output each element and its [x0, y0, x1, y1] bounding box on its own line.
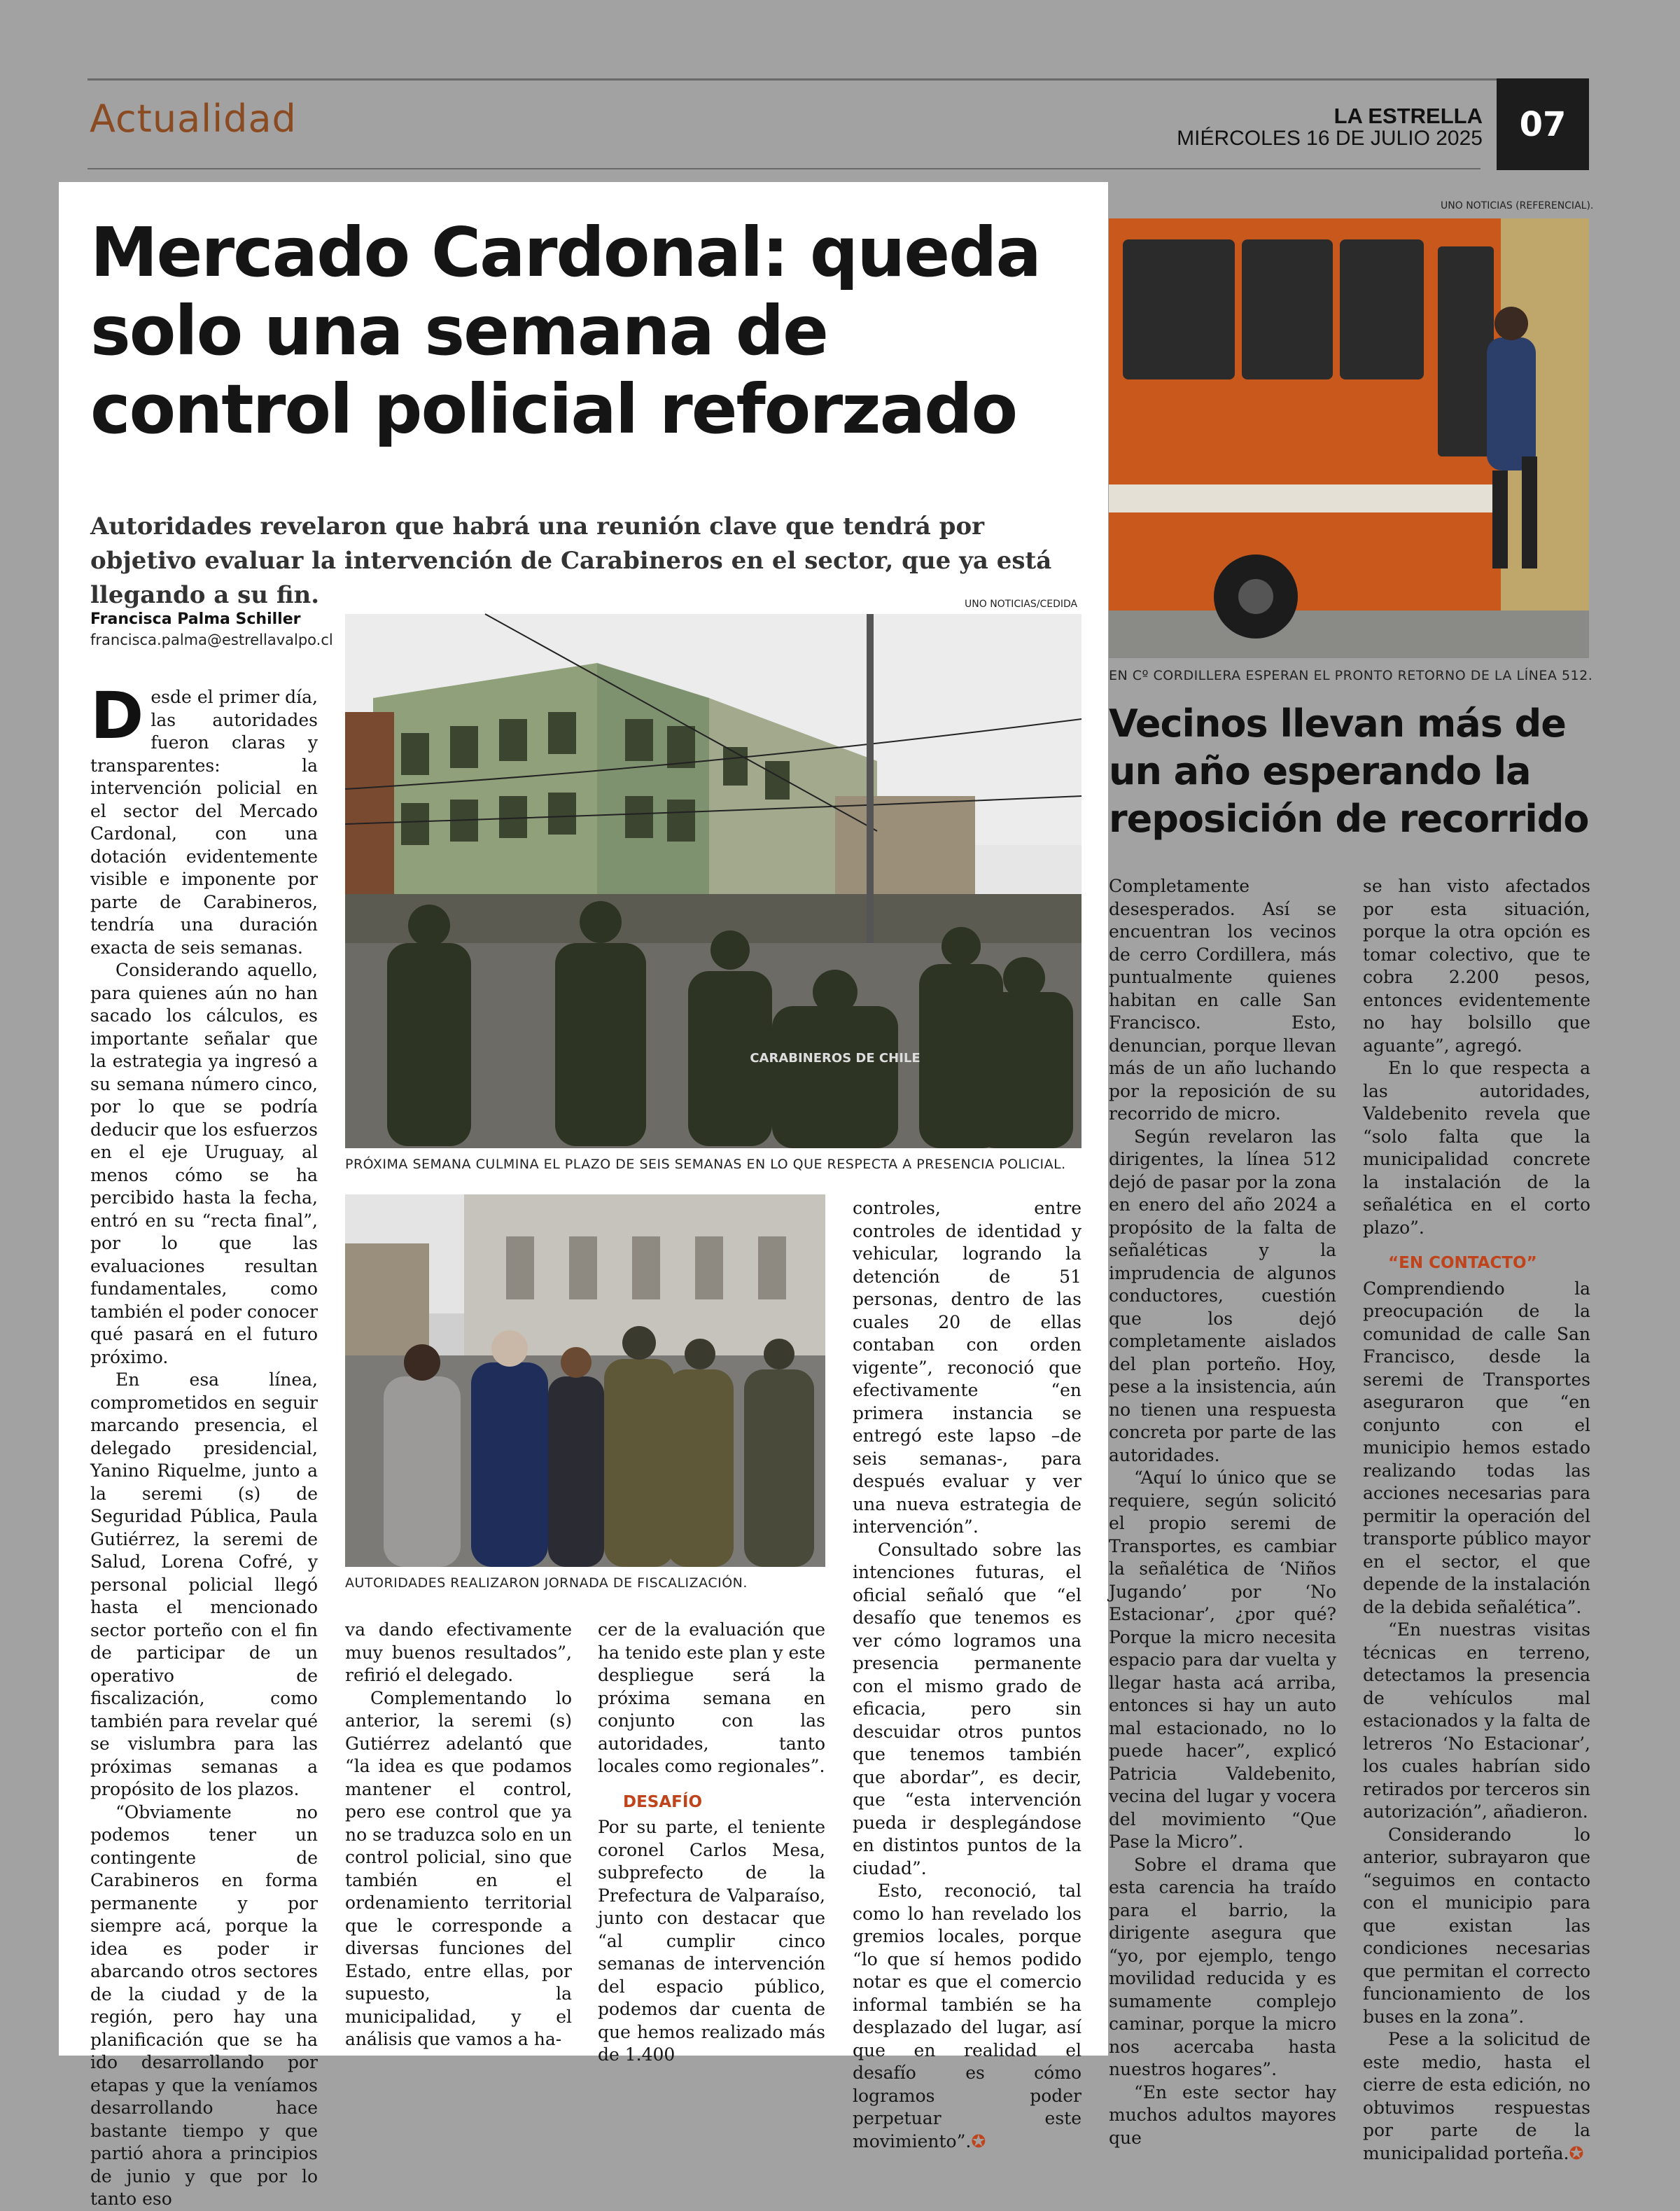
authorities-photo: [345, 1194, 825, 1567]
article-paragraph: En esa línea, comprometidos en seguir marcando presencia, el delegado presidencial, Yanino Riquelme, junto a la seremi (s) de Seguridad Pública, Paula Gutiérrez, la seremi de Salud, Lorena Cofré, y personal policial llegó hasta el mencionado sector porteño con el fin de participar de un operativo de fiscalización, como también para revelar qué se vislumbra para las próximas semanas a propósito de los plazos.: [90, 1369, 318, 1799]
side-column-1: [1109, 875, 1336, 2149]
end-mark-icon: ✪: [971, 2130, 986, 2151]
byline-author: Francisca Palma Schiller: [90, 611, 301, 628]
article-paragraph: “Obviamente no podemos tener un contingente de Carabineros en forma permanente y por siempre acá, porque la idea es poder ir abarcando otros sectores de la ciudad y de la región, pero hay una planificación que se ha ido desarrollando por etapas y que la veníamos desarrollando hace bastante tiempo y que partió ahora a principios de junio y que por lo tanto eso: [90, 1801, 318, 2209]
drop-cap: D: [90, 678, 144, 753]
side-paragraph: Pese a la solicitud de este medio, hasta el cierre de esta edición, no obtuvimos respuestas por parte de la municipalidad porteña.✪: [1363, 2029, 1590, 2163]
article-paragraph: Esto, reconoció, tal como lo han revelado los gremios locales, porque “lo que sí hemos podido notar es que el comercio informal también se ha desplazado del lugar, así que en realidad el desafío es cómo logramos poder perpetuar este movimiento”.✪: [853, 1881, 1082, 2151]
side-paragraph: Comprendiendo la preocupación de la comunidad de calle San Francisco, desde la seremi de Transportes aseguraron que “en conjunto con el municipio hemos estado realizando todas las acciones necesarias para permitir la operación del transporte público mayor en el sector, el que depende de la instalación de la debida señalética”.: [1363, 1278, 1590, 1617]
article-column-3: [598, 1619, 825, 2067]
side-paragraph: Sobre el drama que esta carencia ha traído para el barrio, la dirigente asegura que “yo, por ejemplo, tengo movilidad reducida y es sumamente complejo caminar, porque la micro nos acercaba hasta nuestros hogares”.: [1109, 1854, 1336, 2079]
article-paragraph: Considerando aquello, para quienes aún no han sacado los cálculos, es importante señalar que la estrategia ya ingresó a su semana número cinco, por lo que se podría deducir que los esfuerzos en el eje Uruguay, al menos cómo se ha percibido hasta la fecha, entró en su “recta final”, por lo que las evaluaciones resultan fundamentales, como también el poder conocer qué pasará en el futuro próximo.: [90, 960, 318, 1367]
header-top-rule: [88, 78, 1589, 81]
article-subhead: Autoridades revelaron que habrá una reunión clave que tendrá por objetivo evaluar la intervención de Carabineros en el sector, que ya está llegando a su fin.: [90, 512, 1052, 609]
bus-photo: [1109, 218, 1589, 658]
side-paragraph: “En este sector hay muchos adultos mayores que: [1109, 2081, 1336, 2148]
side-paragraph: Según revelaron las dirigentes, la línea 512 dejó de pasar por la zona en enero del año 2024 a propósito de la falta de señaléticas y la imprudencia de algunos conductores, cuestión que los dejó completamente aislados del plan porteño. Hoy, pese a la insistencia, aún no tienen una respuesta concreta por parte de las autoridades.: [1109, 1126, 1336, 1465]
side-photo-credit: UNO NOTICIAS (REFERENCIAL).: [1441, 200, 1594, 211]
side-column-2: [1363, 875, 1590, 2165]
side-kicker: “EN CONTACTO”: [1388, 1254, 1537, 1272]
article-paragraph: Consultado sobre las intenciones futuras, el oficial señaló que “el desafío que tenemos es ver cómo logramos una presencia permanente con el mismo grado de eficacia, pero sin descuidar otros puntos que tenemos también que abordar”, es decir, que “esta intervención pueda ir desplegándose en distintos puntos de la ciudad”.: [853, 1539, 1082, 1878]
side-headline: Vecinos llevan más de un año esperando la reposición de recorrido: [1109, 702, 1589, 841]
photo-credit: UNO NOTICIAS/CEDIDA: [965, 599, 1078, 610]
byline-email: francisca.palma@estrellavalpo.cl: [90, 632, 333, 648]
side-paragraph: Considerando lo anterior, subrayaron que “seguimos en contacto con el municipio para que existan las condiciones necesarias que permitan el correcto funcionamiento de los buses en la zona”.: [1363, 1824, 1590, 2027]
article-column-1: [90, 678, 318, 2211]
article-lead-paragraph: Desde el primer día, las autoridades fueron claras y transparentes: la intervención policial en el sector del Mercado Cardonal, con una dotación evidentemente visible e imponente por parte de Carabineros, tendría una duración exacta de seis semanas.: [90, 678, 318, 958]
photo1-caption: PRÓXIMA SEMANA CULMINA EL PLAZO DE SEIS SEMANAS EN LO QUE RESPECTA A PRESENCIA POLICIAL.: [345, 1157, 1066, 1172]
article-column-2: [345, 1619, 572, 2051]
paper-name: LA ESTRELLA: [1334, 104, 1483, 128]
article-paragraph: cer de la evaluación que ha tenido este plan y este despliegue será la próxima semana en conjunto con las autoridades, tanto locales como regionales”.: [598, 1619, 825, 1776]
side-paragraph: “Aquí lo único que se requiere, según solicitó el propio seremi de Transportes, es cambiar la señalética de ‘Niños Jugando’ por ‘No Estacionar’, ¿por qué? Porque la micro necesita espacio para dar vuelta y llegar hasta acá arriba, entonces si hay un auto mal estacionado, no lo puede hacer”, explicó Patricia Valdebenito, vecina del lugar y vocera del movimiento “Que Pase la Micro”.: [1109, 1467, 1336, 1852]
side-paragraph: En lo que respecta a las autoridades, Valdebenito revela que “solo falta que la municipalidad concrete la instalación de la señalética en el corto plazo”.: [1363, 1058, 1590, 1238]
article-paragraph: Complementando lo anterior, la seremi (s) Gutiérrez adelantó que “la idea es que podamos mantener el control, pero ese control que ya no se traduzca solo en un control policial, sino que también en el ordenamiento territorial que le corresponde a diversas funciones del Estado, entre ellas, por supuesto, la municipalidad, y el análisis que vamos a ha-: [345, 1687, 572, 2049]
masthead: [1177, 105, 1483, 150]
article-paragraph: Por su parte, el teniente coronel Carlos Mesa, subprefecto de la Prefectura de Valparaíso, junto con destacar que “al cumplir cinco semanas de intervención del espacio público, podemos dar cuenta de que hemos realizado más de 1.400: [598, 1817, 825, 2065]
side-photo-caption: EN Cº CORDILLERA ESPERAN EL PRONTO RETORNO DE LA LÍNEA 512.: [1109, 668, 1593, 683]
section-name: Actualidad: [90, 97, 297, 141]
side-paragraph: Completamente desesperados. Así se encuentran los vecinos de cerro Cordillera, más puntualmente quienes habitan en calle San Francisco. Esto, denuncian, porque llevan más de un año luchando por la reposición de su recorrido de micro.: [1109, 876, 1336, 1124]
vest-text: CARABINEROS DE CHILE: [750, 1051, 920, 1066]
photo2-caption: AUTORIDADES REALIZARON JORNADA DE FISCALIZACIÓN.: [345, 1575, 748, 1591]
section-kicker: DESAFÍO: [623, 1792, 702, 1811]
page-number: 07: [1497, 78, 1589, 170]
end-mark-icon: ✪: [1569, 2142, 1584, 2163]
side-paragraph: “En nuestras visitas técnicas en terreno, detectamos la presencia de vehículos mal estacionados y la falta de letreros ‘No Estacionar’, los cuales habrían sido retirados por terceros sin autorización”, añadieron.: [1363, 1619, 1590, 1822]
article-paragraph: controles, entre controles de identidad y vehicular, logrando la detención de 51 personas, dentro de las cuales 20 de ellas contaban con orden vigente”, reconoció que efectivamente “en primera instancia se entregó este lapso –de seis semanas-, para después evaluar y ver una nueva estrategia de intervención”.: [853, 1198, 1082, 1537]
article-headline: Mercado Cardonal: queda solo una semana de control policial reforzado: [90, 213, 1040, 449]
article-paragraph: va dando efectivamente muy buenos resultados”, refirió el delegado.: [345, 1619, 572, 1685]
market-police-photo: [345, 614, 1082, 1148]
header-bottom-rule: [88, 168, 1480, 169]
issue-date: MIÉRCOLES 16 DE JULIO 2025: [1177, 127, 1483, 150]
article-column-4: [853, 1197, 1082, 2153]
side-paragraph: se han visto afectados por esta situación, porque la otra opción es tomar colectivo, que te cobra 2.200 pesos, entonces evidentemente no hay bolsillo que aguante”, agregó.: [1363, 876, 1590, 1056]
